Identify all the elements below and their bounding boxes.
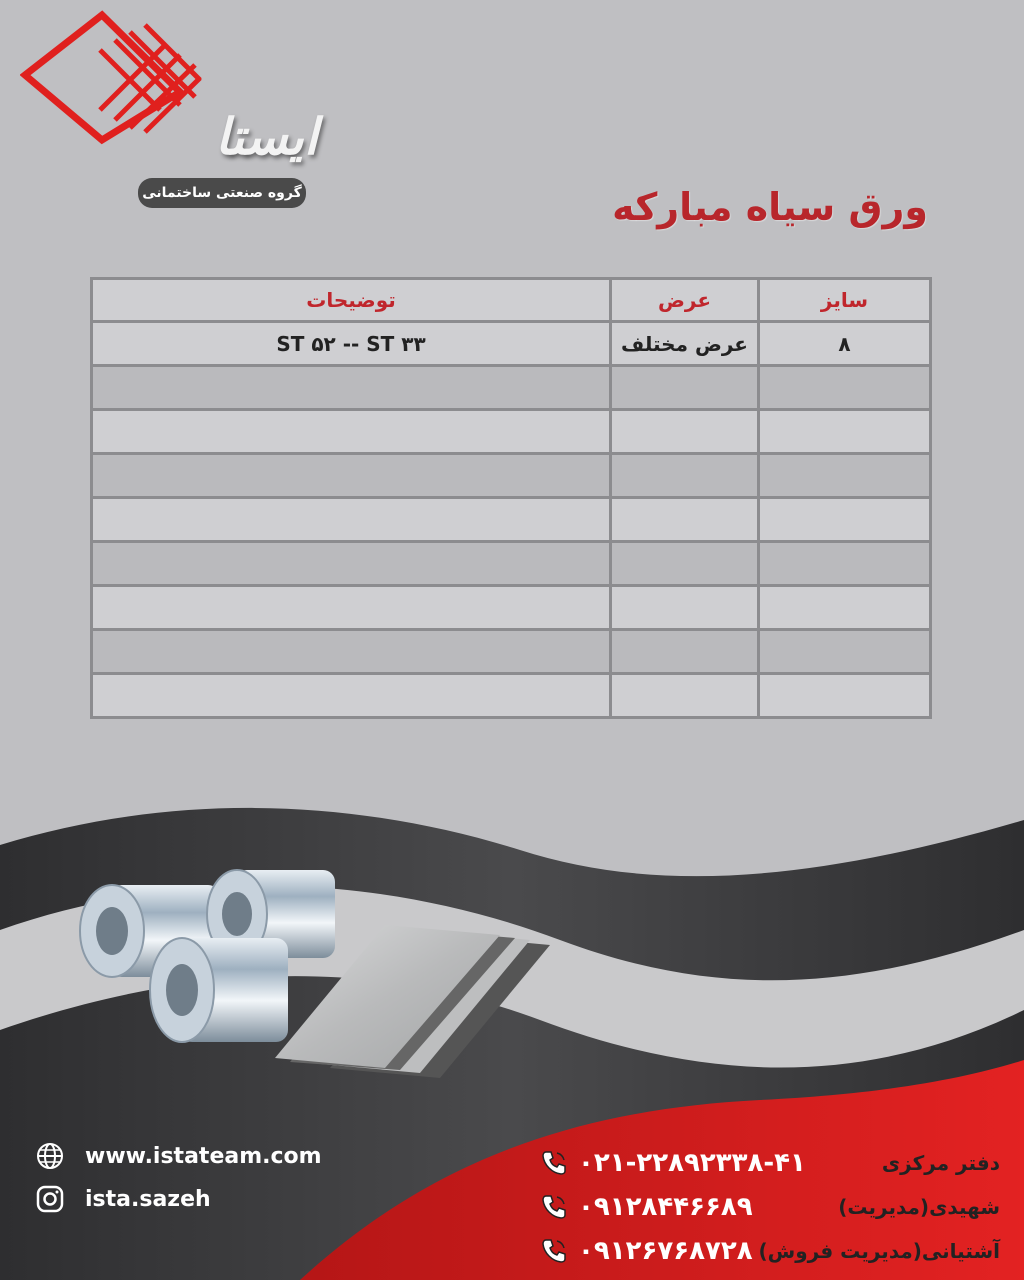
cell-width: عرض مختلف (611, 322, 759, 366)
phone-icon (540, 1193, 568, 1221)
instagram-row[interactable] (35, 1184, 211, 1214)
table-row (92, 630, 931, 674)
phone-label: شهیدی(مدیریت) (838, 1195, 1000, 1219)
cell-description (92, 630, 611, 674)
cell-width (611, 630, 759, 674)
cell-description: ST ۵۲ -- ST ۳۳ (92, 322, 611, 366)
table-header-row (92, 279, 931, 322)
cell-size: ۸ (759, 322, 931, 366)
phone-icon (540, 1237, 568, 1265)
header-size: سایز (759, 279, 931, 322)
cell-size (759, 586, 931, 630)
instagram-icon (35, 1184, 65, 1214)
cell-description (92, 410, 611, 454)
cell-width (611, 410, 759, 454)
logo-subtitle: گروه صنعتی ساختمانی (138, 178, 306, 208)
cell-width (611, 498, 759, 542)
header-description: توضیحات (92, 279, 611, 322)
table-row (92, 586, 931, 630)
cell-size (759, 542, 931, 586)
brand-logo (20, 10, 360, 200)
cell-description (92, 674, 611, 718)
logo-wordmark: ایستا (215, 108, 318, 166)
phone-row[interactable] (540, 1192, 753, 1222)
cell-description (92, 366, 611, 410)
globe-icon (35, 1141, 65, 1171)
cell-size (759, 674, 931, 718)
table-row (92, 366, 931, 410)
table-row (92, 542, 931, 586)
table-row (92, 498, 931, 542)
cell-description (92, 454, 611, 498)
logo-emblem-icon (20, 10, 220, 150)
website-row[interactable] (35, 1141, 322, 1171)
table-row (92, 454, 931, 498)
cell-width (611, 586, 759, 630)
cell-size (759, 410, 931, 454)
cell-description (92, 498, 611, 542)
phone-row[interactable] (540, 1148, 806, 1178)
header-width: عرض (611, 279, 759, 322)
phone-number[interactable]: ۰۹۱۲۶۷۶۸۷۲۸ (578, 1236, 753, 1266)
spec-table (90, 277, 932, 719)
table-row (92, 410, 931, 454)
cell-size (759, 498, 931, 542)
phone-icon (540, 1149, 568, 1177)
phone-number[interactable]: ۰۲۱-۲۲۸۹۲۳۳۸-۴۱ (578, 1148, 806, 1178)
page-title: ورق سیاه مبارکه (612, 185, 928, 229)
cell-size (759, 366, 931, 410)
cell-width (611, 674, 759, 718)
table-row (92, 322, 931, 366)
phone-number[interactable]: ۰۹۱۲۸۴۴۶۶۸۹ (578, 1192, 753, 1222)
cell-description (92, 542, 611, 586)
instagram-handle[interactable]: ista.sazeh (85, 1186, 211, 1212)
cell-description (92, 586, 611, 630)
phone-label: آشتیانی(مدیریت فروش) (758, 1239, 1000, 1263)
cell-size (759, 454, 931, 498)
table-row (92, 674, 931, 718)
phone-row[interactable] (540, 1236, 753, 1266)
phone-label: دفتر مرکزی (881, 1151, 1000, 1175)
website-link[interactable]: www.istateam.com (85, 1143, 322, 1169)
cell-size (759, 630, 931, 674)
cell-width (611, 542, 759, 586)
cell-width (611, 366, 759, 410)
cell-width (611, 454, 759, 498)
